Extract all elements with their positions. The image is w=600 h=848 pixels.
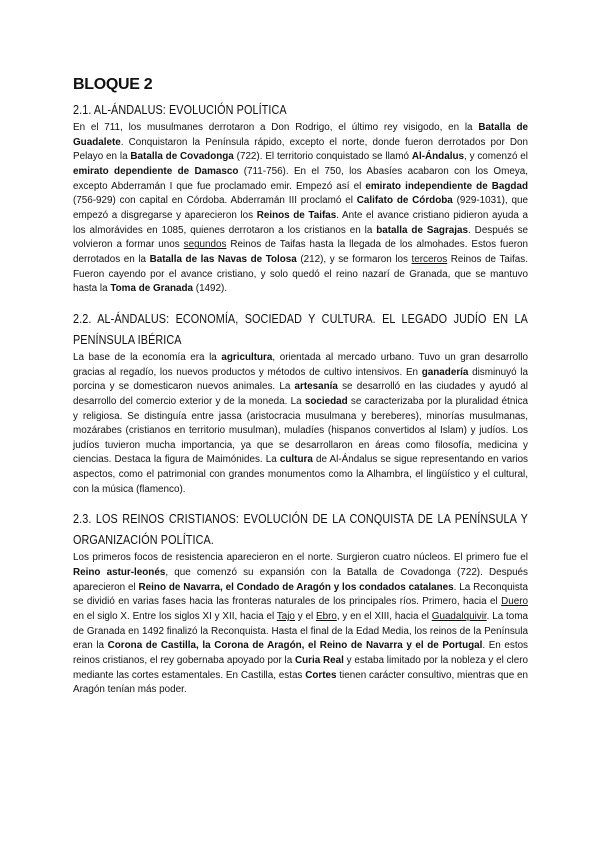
bold-term: Califato de Córdoba xyxy=(356,195,453,207)
text-run: y el xyxy=(294,611,316,623)
bold-term: Batalla de las Navas de Tolosa xyxy=(149,253,297,265)
bold-term: Al-Ándalus xyxy=(411,151,464,163)
text-run: de Al-Ándalus se sigue representando en varios aspectos, como el patrimonial con grandes monumentos como la Alhambra, el lingüístico y el cultural, con la música (flamenco). xyxy=(73,454,528,495)
section-al-andalus-economia xyxy=(73,309,528,498)
section-paragraph xyxy=(73,121,528,297)
underlined-term: Guadalquivir xyxy=(431,611,487,623)
section-al-andalus-politica xyxy=(73,100,528,297)
text-run: (711-756). En el 750, los Abasíes acabaron con los Omeya, excepto Abderramán I que fue proclamado emir. Empezó así el xyxy=(73,165,528,192)
text-run: Reinos de Taifas. Fueron cayendo por el avance cristiano, y solo quedó el reino nazarí de Granada, que se mantuvo hasta la xyxy=(73,253,528,295)
section-heading: 2.2. AL-ÁNDALUS: ECONOMÍA, SOCIEDAD Y CULTURA. EL LEGADO JUDÍO EN LA PENÍNSULA IBÉRICA xyxy=(73,311,528,347)
text-run: en el siglo X. Entre los siglos XI y XII, hacia el xyxy=(73,611,277,623)
text-run: . La toma de Granada en 1492 finalizó la Reconquista. Hasta el final de la Edad Media, los reinos de la Península eran la xyxy=(73,611,528,652)
bold-term: Reino de Navarra, el Condado de Aragón y los condados catalanes xyxy=(138,581,454,593)
bold-term: Reino astur-leonés xyxy=(73,567,166,579)
underlined-term: segundos xyxy=(183,239,227,251)
text-run: (1492). xyxy=(193,283,228,295)
bold-term: emirato dependiente de Damasco xyxy=(73,165,239,177)
underlined-term: Ebro xyxy=(315,611,337,623)
bold-term: ganadería xyxy=(421,366,469,378)
text-run: . Después se volvieron a formar unos xyxy=(73,224,528,251)
text-run: . La Reconquista se dividió en varias fases hacia las fronteras naturales de los principales ríos. Primero, hacia el xyxy=(73,581,528,608)
bold-term: agricultura xyxy=(221,351,273,363)
underlined-term: terceros xyxy=(411,253,448,265)
section-reinos-cristianos xyxy=(73,509,528,698)
bold-term: Batalla de Guadalete xyxy=(73,122,528,148)
text-run: . En estos reinos cristianos, el rey gobernaba apoyado por la xyxy=(73,640,528,667)
document-title: BLOQUE 2 xyxy=(73,76,153,93)
text-run: En el 711, los musulmanes derrotaron a Don Rodrigo, el último rey visigodo, en la xyxy=(73,122,479,133)
text-run: se desarrolló en las ciudades y ayudó al desarrollo del comercio exterior y de la moneda. La xyxy=(73,381,528,407)
underlined-term: Tajo xyxy=(276,611,295,623)
text-run: tienen carácter consultivo, mientras que en Aragón tenían más poder. xyxy=(73,669,528,696)
section-paragraph xyxy=(73,351,528,498)
bold-term: emirato independiente de Bagdad xyxy=(365,180,528,192)
text-run: . Conquistaron la Península rápido, excepto el norte, donde fueron derrotados por Don Pelayo en la xyxy=(73,136,528,163)
text-run: . Ante el avance cristiano pidieron ayuda a los almorávides en 1085, quienes derrotaron a los cristianos en la xyxy=(73,209,528,236)
text-run: Reinos de Taifas hasta la llegada de los almohades. Estos fueron derrotados en la xyxy=(73,239,528,265)
text-run: La base de la economía era la xyxy=(73,351,222,363)
bold-term: Curia Real xyxy=(294,655,344,667)
bold-term: Toma de Granada xyxy=(110,283,194,295)
bold-term: batalla de Sagrajas xyxy=(376,224,469,236)
text-run: , orientada al mercado urbano. Tuvo un gran desarrollo gracias al regadío, los nuevos productos y métodos de cultivo intensivos. En xyxy=(73,351,528,378)
text-run: (722). El territorio conquistado se llamó xyxy=(233,151,412,163)
bold-term: artesanía xyxy=(294,381,338,393)
section-heading: 2.3. LOS REINOS CRISTIANOS: EVOLUCIÓN DE LA CONQUISTA DE LA PENÍNSULA Y ORGANIZACIÓN POLÍTICA. xyxy=(73,512,528,548)
text-run: , que comenzó su expansión con la Batalla de Covadonga (722). Después aparecieron el xyxy=(73,567,528,593)
bold-term: Batalla de Covadonga xyxy=(130,151,234,163)
bold-term: cultura xyxy=(279,454,313,466)
text-run: se caracterizaba por la pluralidad étnica y religiosa. Se distinguía entre jassa (aristocracia musulmana y bereberes), minorías musulmanas, mozárabes (cristianos en territorio musulman), muladíes (hispanos convertidos al Islam) y judíos. Los judíos tuvieron mucha importancia, ya que se desarrollaron en áreas como filosofía, medicina y ciencias. Destaca la figura de Maimónides. La xyxy=(73,395,528,466)
bold-term: Corona de Castilla, la Corona de Aragón, el Reino de Navarra y el de Portugal xyxy=(107,640,483,652)
bold-term: sociedad xyxy=(304,395,348,407)
bold-term: Cortes xyxy=(305,669,337,681)
underlined-term: Duero xyxy=(501,596,528,608)
bold-term: Reinos de Taifas xyxy=(256,209,337,221)
text-run: y estaba limitado por la nobleza y el clero mediante las cortes estamentales. En Castilla, estas xyxy=(73,655,528,681)
section-heading: 2.1. AL-ÁNDALUS: EVOLUCIÓN POLÍTICA xyxy=(73,103,287,117)
section-paragraph xyxy=(73,551,528,698)
text-run: , y en el XIII, hacia el xyxy=(336,611,432,623)
text-run: , y comenzó el xyxy=(463,151,528,163)
text-run: disminuyó la porcina y se domesticaron nuevos animales. La xyxy=(73,366,528,393)
document-page xyxy=(73,76,528,698)
text-run: (929-1031), que empezó a disgregarse y aparecieron los xyxy=(73,195,528,221)
text-run: (756-929) con capital en Córdoba. Abderramán III proclamó el xyxy=(73,195,357,207)
text-run: (212), y se formaron los xyxy=(296,253,412,265)
text-run: Los primeros focos de resistencia aparecieron en el norte. Surgieron cuatro núcleos. El primero fue el xyxy=(73,552,528,564)
